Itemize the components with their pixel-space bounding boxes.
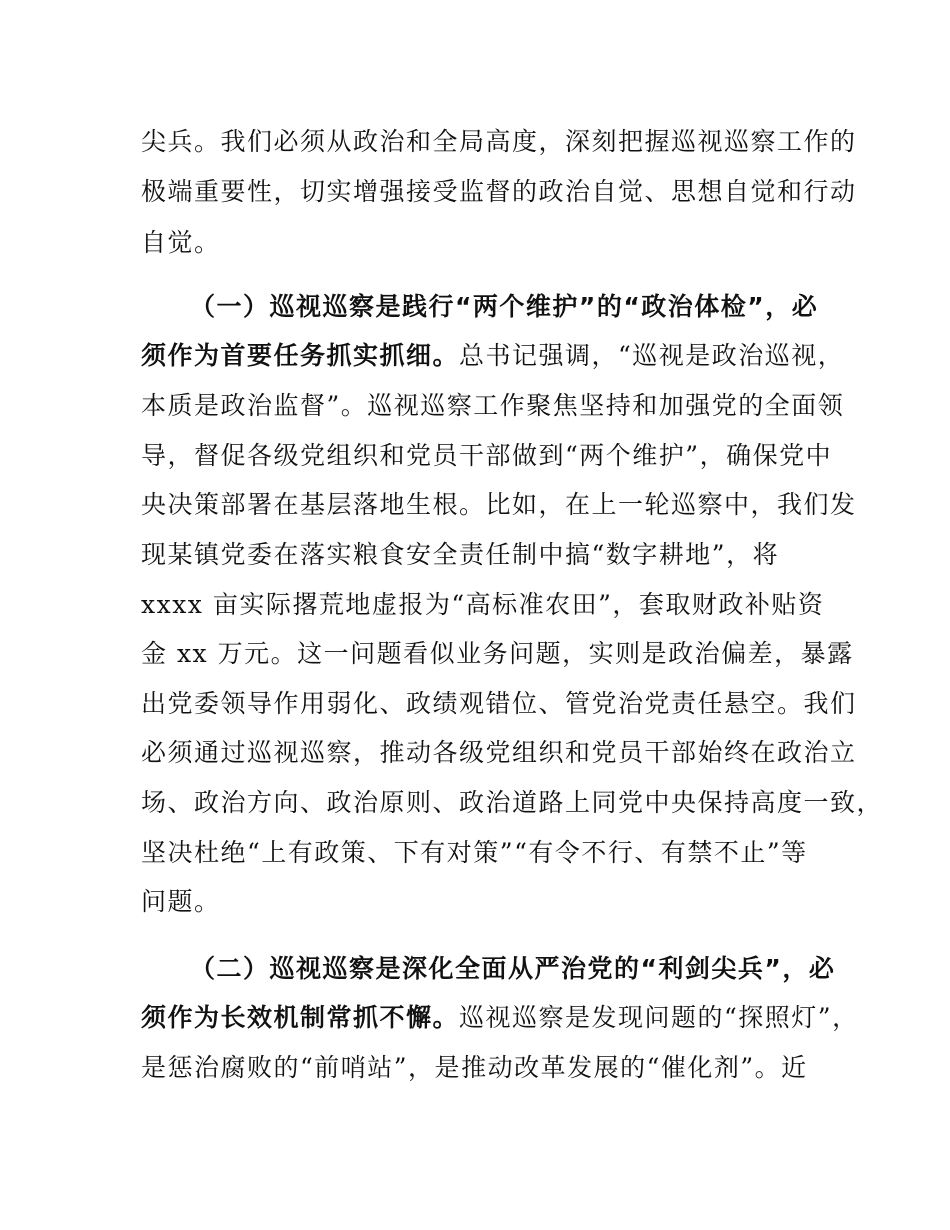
intro-line-3: 自觉。 [141,228,221,257]
section1-line-8: 金 xx 万元。这一问题看似业务问题，实则是政治偏差，暴露 [141,639,854,668]
section2-line-2-text: 巡视巡察是发现问题的“探照灯”， [459,1003,859,1032]
section1-line-5: 央决策部署在基层落地生根。比如，在上一轮巡察中，我们发 [141,490,857,519]
section2-line-3: 是惩治腐败的“前哨站”，是推动改革发展的“催化剂”。近 [141,1053,808,1082]
section1-line-4: 导，督促各级党组织和党员干部做到“两个维护”，确保党中 [141,441,833,470]
section1-line-12: 坚决杜绝“上有政策、下有对策”“有令不行、有禁不止”等 [141,838,808,867]
section1-line-6: 现某镇党委在落实粮食安全责任制中搞“数字耕地”，将 [141,540,780,569]
section1-line-9: 出党委领导作用弱化、政绩观错位、管党治党责任悬空。我们 [141,689,857,718]
section2-line-2 [141,1003,859,1033]
section1-line-7: xxxx 亩实际撂荒地虚报为“高标准农田”，套取财政补贴资 [141,590,825,619]
section1-line-11: 场、政治方向、政治原则、政治道路上同党中央保持高度一致， [141,788,884,817]
section1-heading: （一）巡视巡察是践行“两个维护”的“政治体检”，必 [190,292,819,321]
section1-line-10: 必须通过巡视巡察，推动各级党组织和党员干部始终在政治立 [141,738,857,767]
section1-line-3: 本质是政治监督”。巡视巡察工作聚焦坚持和加强党的全面领 [141,391,845,420]
section2-heading-cont: 须作为长效机制常抓不懈。 [141,1003,460,1032]
section1-line-2 [141,341,844,371]
section2-heading: （二）巡视巡察是深化全面从严治党的“利剑尖兵”，必 [190,954,836,983]
intro-line-1: 尖兵。我们必须从政治和全局高度，深刻把握巡视巡察工作的 [141,127,857,156]
intro-line-2: 极端重要性，切实增强接受监督的政治自觉、思想自觉和行动 [141,177,857,206]
section1-heading-cont: 须作为首要任务抓实抓细。 [141,341,460,370]
section1-line-2-text: 总书记强调，“巡视是政治巡视， [459,341,845,370]
section1-line-13: 问题。 [141,887,221,916]
